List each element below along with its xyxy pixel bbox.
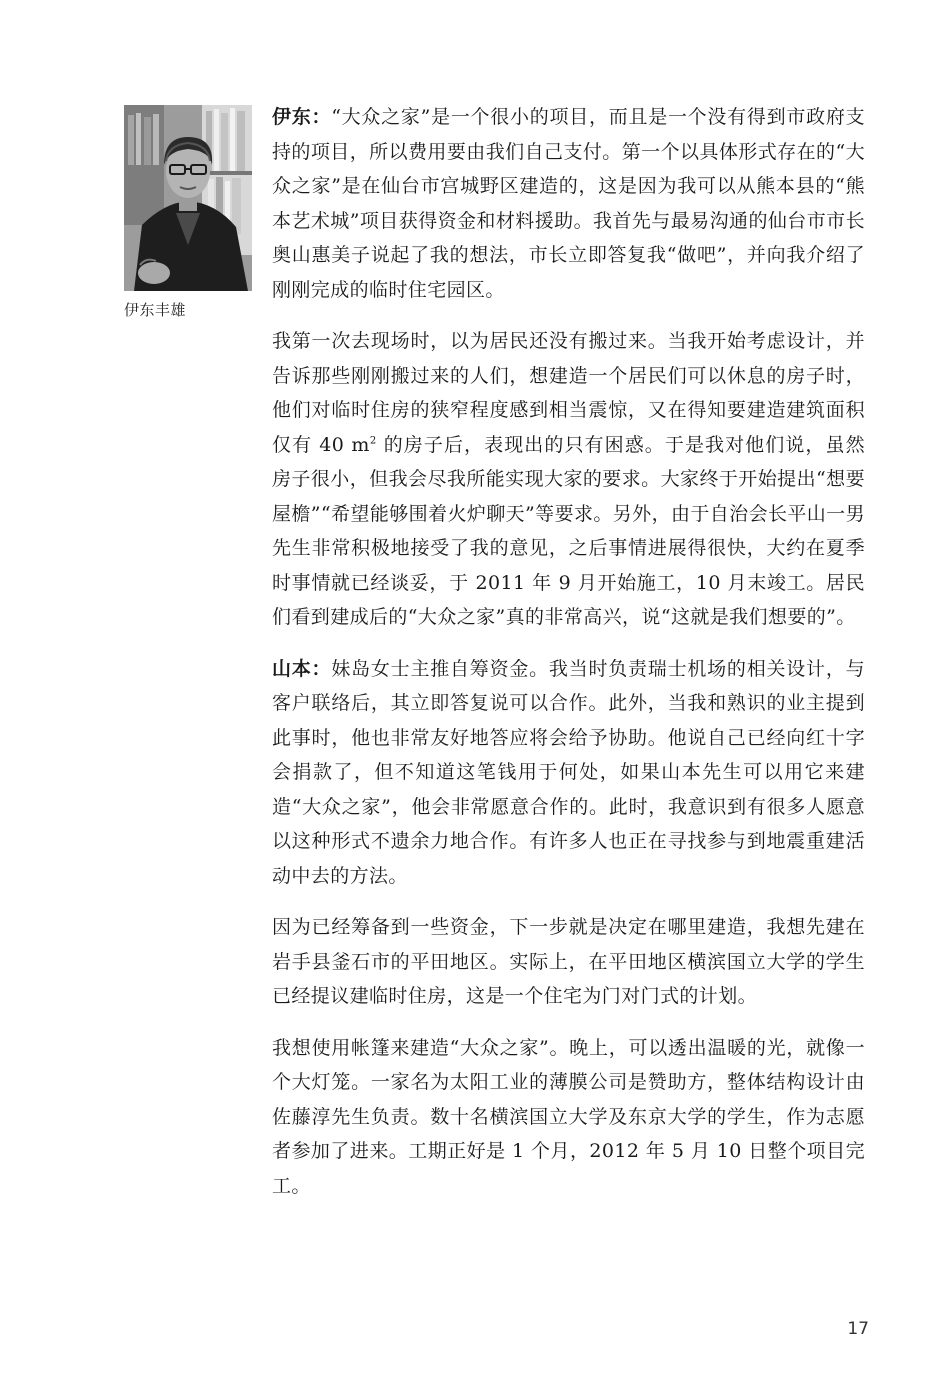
speaker-label: 山本： — [272, 657, 332, 680]
paragraph-yamamoto-2 — [272, 910, 865, 1014]
portrait-photo — [124, 105, 252, 291]
paragraph-text: 妹岛女士主推自筹资金。我当时负责瑞士机场的相关设计，与客户联络后，其立即答复说可以合作。此外，当我和熟识的业主提到此事时，他也非常友好地答应将会给予协助。他说自己已经向红十字会捐款了，但不知道这笔钱用于何处，如果山本先生可以用它来建造“大众之家”，他会非常愿意合作的。此时，我意识到有很多人愿意以这种形式不遗余力地合作。有许多人也正在寻找参与到地震重建活动中去的方法。 — [272, 657, 865, 887]
portrait-figure — [124, 105, 252, 320]
superscript: 2 — [369, 435, 377, 447]
article-body — [272, 100, 865, 1220]
page-number: 17 — [847, 1319, 869, 1339]
paragraph-yamamoto-3 — [272, 1031, 865, 1204]
paragraph-yamamoto-1 — [272, 652, 865, 894]
paragraph-ito-2 — [272, 324, 865, 635]
paragraph-ito-1 — [272, 100, 865, 307]
paragraph-text-after: 的房子后，表现出的只有困惑。于是我对他们说，虽然房子很小，但我会尽我所能实现大家的要求。大家终于开始提出“想要屋檐”“希望能够围着火炉聊天”等要求。另外，由于自治会长平山一男先生非常积极地接受了我的意见，之后事情进展得很快，大约在夏季时事情就已经谈妥，于 2011 年 9 月开始施工，10 月末竣工。居民们看到建成后的“大众之家”真的非常高兴，说“这就是我们想要的”。 — [272, 433, 865, 628]
speaker-label: 伊东： — [272, 106, 332, 128]
portrait-caption: 伊东丰雄 — [124, 301, 187, 319]
paragraph-text: 我想使用帐篷来建造“大众之家”。晚上，可以透出温暖的光，就像一个大灯笼。一家名为太阳工业的薄膜公司是赞助方，整体结构设计由佐藤淳先生负责。数十名横滨国立大学及东京大学的学生，作为志愿者参加了进来。工期正好是 1 个月，2012 年 5 月 10 日整个项目完工。 — [272, 1036, 865, 1197]
paragraph-text-before: 我第一次去现场时，以为居民还没有搬过来。当我开始考虑设计，并告诉那些刚刚搬过来的人们，想建造一个居民们可以休息的房子时，他们对临时住房的狭窄程度感到相当震惊，又在得知要建造建筑面积仅有 40 m — [272, 330, 865, 456]
paragraph-text: 因为已经筹备到一些资金，下一步就是决定在哪里建造，我想先建在岩手县釜石市的平田地区。实际上，在平田地区横滨国立大学的学生已经提议建临时住房，这是一个住宅为门对门式的计划。 — [272, 916, 865, 1007]
paragraph-text: “大众之家”是一个很小的项目，而且是一个没有得到市政府支持的项目，所以费用要由我们自己支付。第一个以具体形式存在的“大众之家”是在仙台市宫城野区建造的，这是因为我可以从熊本县的“熊本艺术城”项目获得资金和材料援助。我首先与最易沟通的仙台市市长奥山惠美子说起了我的想法，市长立即答复我“做吧”，并向我介绍了刚刚完成的临时住宅园区。 — [272, 106, 865, 301]
